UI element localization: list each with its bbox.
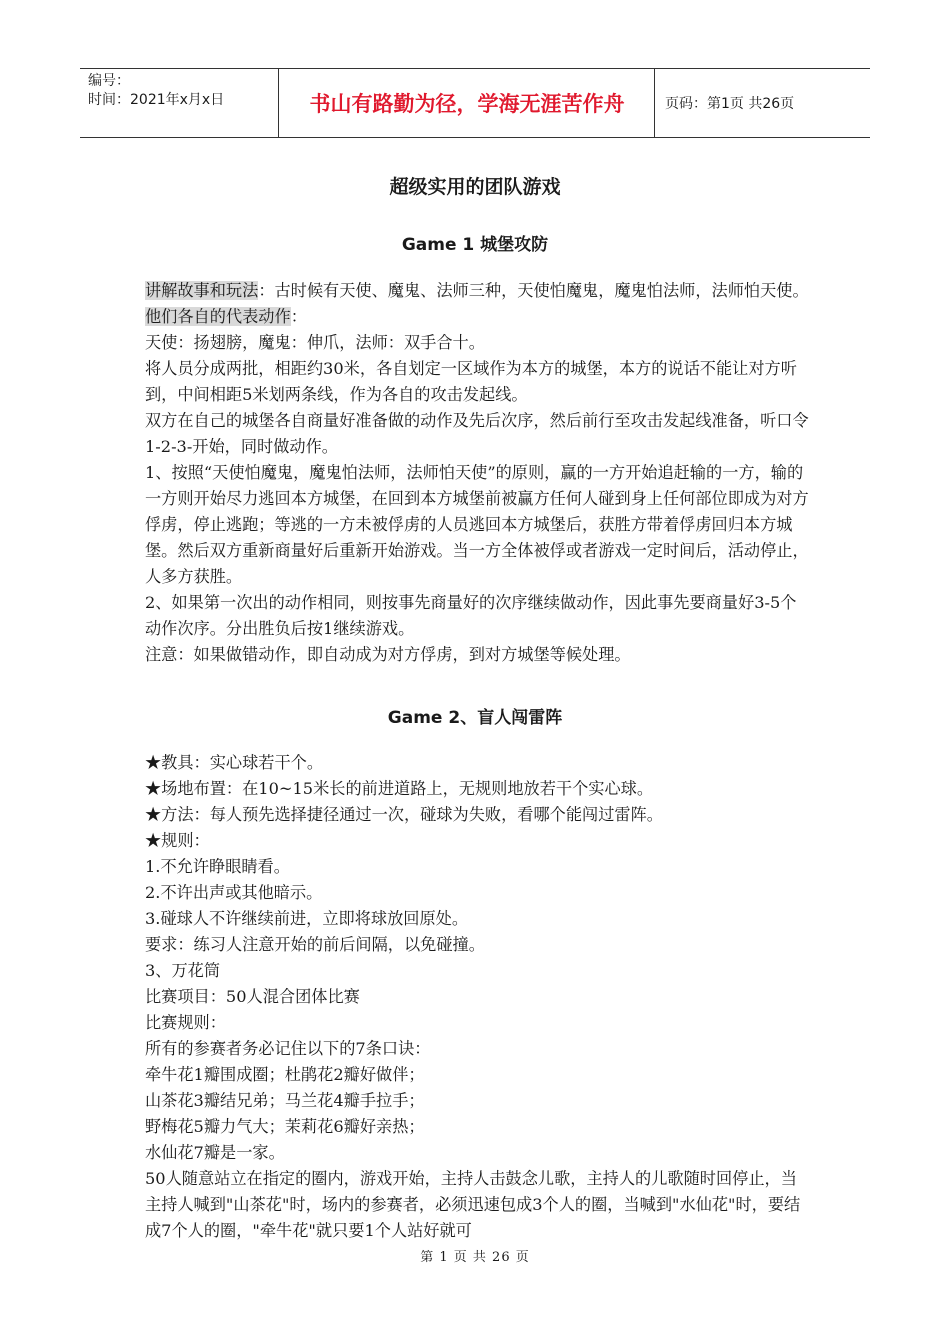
header-info-cell bbox=[80, 69, 279, 137]
game1-body bbox=[145, 278, 810, 668]
date-label: 时间：2021年x月x日 bbox=[88, 92, 225, 108]
paragraph: 牵牛花1瓣围成圈；杜鹃花2瓣好做伴； bbox=[145, 1065, 425, 1084]
paragraph: 比赛规则： bbox=[145, 1013, 226, 1032]
paragraph-text: ： bbox=[290, 307, 307, 326]
game2-heading: Game 2、盲人闯雷阵 bbox=[387, 708, 563, 728]
paragraph: 要求：练习人注意开始的前后间隔，以免碰撞。 bbox=[145, 935, 485, 954]
number-label: 编号： bbox=[88, 73, 130, 89]
paragraph: 比赛项目：50人混合团体比赛 bbox=[145, 987, 360, 1006]
paragraph: 50人随意站立在指定的圈内，游戏开始，主持人击鼓念儿歌，主持人的儿歌随时回停止，当主持人喊到"山茶花"时，场内的参赛者，必须迅速包成3个人的圈，当喊到"水仙花"时，要结成7个人的圈，"牵牛花"就只要1个人站好就可 bbox=[145, 1169, 801, 1240]
paragraph: 1.不允许睁眼睛看。 bbox=[145, 857, 290, 876]
paragraph bbox=[145, 304, 810, 330]
paragraph: 1、按照“天使怕魔鬼，魔鬼怕法师，法师怕天使”的原则，赢的一方开始追赶输的一方，输的一方则开始尽力逃回本方城堡，在回到本方城堡前被赢方任何人碰到身上任何部位即成为对方俘虏，停止逃跑；等逃的一方未被俘虏的人员逃回本方城堡后，获胜方带着俘虏回归本方城堡。然后双方重新商量好后重新开始游戏。当一方全体被俘或者游戏一定时间后，活动停止，人多方获胜。 bbox=[145, 463, 809, 586]
paragraph: 天使：扬翅膀，魔鬼：伸爪，法师：双手合十。 bbox=[145, 333, 485, 352]
paragraph: 将人员分成两批，相距约30米，各自划定一区域作为本方的城堡，本方的说话不能让对方听到，中间相距5米划两条线，作为各自的攻击发起线。 bbox=[145, 359, 797, 404]
paragraph: 山茶花3瓣结兄弟；马兰花4瓣手拉手； bbox=[145, 1091, 425, 1110]
paragraph: 3.碰球人不许继续前进，立即将球放回原处。 bbox=[145, 909, 469, 928]
game2-body bbox=[145, 750, 810, 1244]
paragraph: ★教具：实心球若干个。 bbox=[145, 753, 324, 772]
game1-heading: Game 1 城堡攻防 bbox=[401, 235, 549, 255]
paragraph: 野梅花5瓣力气大；茉莉花6瓣好亲热； bbox=[145, 1117, 425, 1136]
paragraph: 双方在自己的城堡各自商量好准备做的动作及先后次序，然后前行至攻击发起线准备，听口令1-2-3-开始，同时做动作。 bbox=[145, 411, 809, 456]
paragraph: 所有的参赛者务必记住以下的7条口诀： bbox=[145, 1039, 431, 1058]
paragraph: ★场地布置：在10~15米长的前进道路上，无规则地放若干个实心球。 bbox=[145, 779, 654, 798]
paragraph bbox=[145, 278, 810, 304]
page-footer: 第 1 页 共 26 页 bbox=[420, 1250, 530, 1265]
paragraph: 注意：如果做错动作，即自动成为对方俘虏，到对方城堡等候处理。 bbox=[145, 645, 631, 664]
paragraph: 2.不许出声或其他暗示。 bbox=[145, 883, 323, 902]
paragraph: 水仙花7瓣是一家。 bbox=[145, 1143, 285, 1162]
paragraph: ★方法：每人预先选择捷径通过一次，碰球为失败，看哪个能闯过雷阵。 bbox=[145, 805, 663, 824]
document-title: 超级实用的团队游戏 bbox=[389, 176, 561, 198]
header-table bbox=[80, 68, 870, 138]
highlight-text: 他们各自的代表动作 bbox=[145, 307, 291, 326]
paragraph-text: ：古时候有天使、魔鬼、法师三种，天使怕魔鬼，魔鬼怕法师，法师怕天使。 bbox=[258, 281, 809, 300]
motto: 书山有路勤为径，学海无涯苦作舟 bbox=[280, 69, 655, 137]
paragraph: 3、万花筒 bbox=[145, 961, 221, 980]
highlight-text: 讲解故事和玩法 bbox=[145, 281, 259, 300]
paragraph: 2、如果第一次出的动作相同，则按事先商量好的次序继续做动作，因此事先要商量好3-5个动作次序。分出胜负后按1继续游戏。 bbox=[145, 593, 797, 638]
page-label: 页码：第1页 共26页 bbox=[665, 96, 795, 112]
paragraph: ★规则： bbox=[145, 831, 210, 850]
